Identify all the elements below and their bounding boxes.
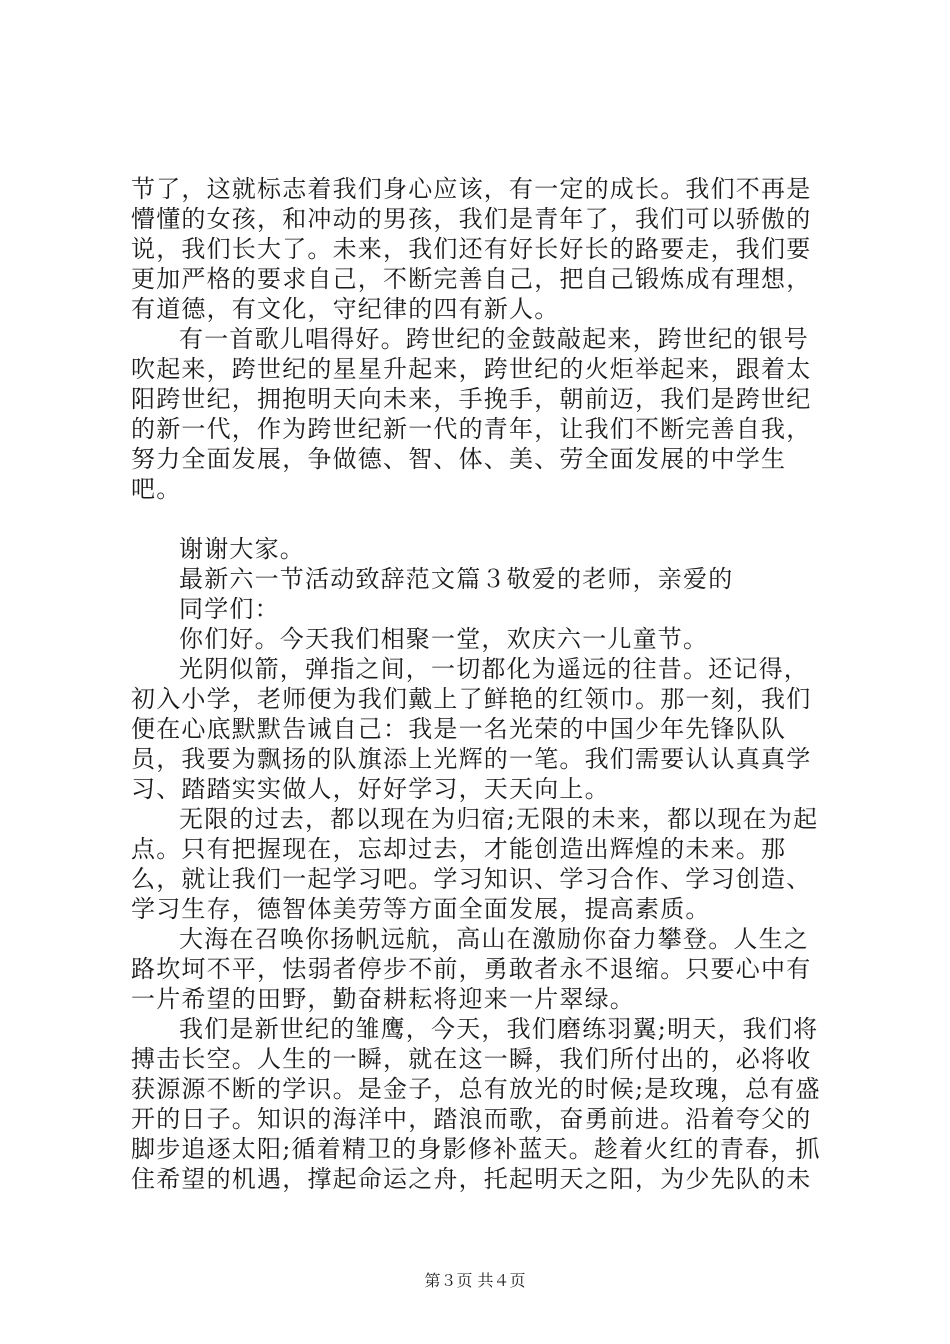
greeting: 你们好。今天我们相聚一堂，欢庆六一儿童节。 bbox=[179, 625, 709, 653]
paragraph-thanks: 谢谢大家。 bbox=[179, 535, 305, 563]
paragraph-1: 节了，这就标志着我们身心应该，有一定的成长。我们不再是懵懂的女孩，和冲动的男孩，我们是青年了，我们可以骄傲的说，我们长大了。未来，我们还有好长好长的路要走，我们要更加严格的要求自己，不断完善自己，把自己锻炼成有理想，有道德，有文化，守纪律的四有新人。 bbox=[131, 175, 812, 323]
section-heading: 最新六一节活动致辞范文篇３敬爱的老师，亲爱的 bbox=[179, 565, 734, 593]
page-number: 第３页 共４页 bbox=[424, 1271, 526, 1290]
paragraph-4: 无限的过去，都以现在为归宿;无限的未来，都以现在为起点。只有把握现在，忘却过去，才能创造出辉煌的未来。那么，就让我们一起学习吧。学习知识、学习合作、学习创造、学习生存，德智体美劳等方面全面发展，提高素质。 bbox=[131, 805, 819, 923]
paragraph-5: 大海在召唤你扬帆远航，高山在激励你奋力攀登。人生之路坎坷不平，怯弱者停步不前，勇敢者永不退缩。只要心中有一片希望的田野，勤奋耕耘将迎来一片翠绿。 bbox=[131, 925, 812, 1013]
paragraph-spacer bbox=[131, 504, 831, 534]
paragraph-6: 我们是新世纪的雏鹰，今天，我们磨练羽翼;明天，我们将搏击长空。人生的一瞬，就在这一瞬，我们所付出的，必将收获源源不断的学识。是金子，总有放光的时候;是玫瑰，总有盛开的日子。知识的海洋中，踏浪而歌，奋勇前进。沿着夸父的脚步追逐太阳;循着精卫的身影修补蓝天。趁着火红的青春，抓住希望的机遇，撑起命运之舟，托起明天之阳，为少先队的未 bbox=[131, 1015, 821, 1193]
paragraph-3: 光阴似箭，弹指之间，一切都化为遥远的往昔。还记得，初入小学，老师便为我们戴上了鲜艳的红领巾。那一刻，我们便在心底默默告诫自己：我是一名光荣的中国少年先锋队队员，我要为飘扬的队旗添上光辉的一笔。我们需要认认真真学习、踏踏实实做人，好好学习，天天向上。 bbox=[131, 655, 812, 803]
document-body bbox=[131, 174, 831, 1194]
salutation: 同学们： bbox=[179, 595, 280, 623]
paragraph-2: 有一首歌儿唱得好。跨世纪的金鼓敲起来，跨世纪的银号吹起来，跨世纪的星星升起来，跨世纪的火炬举起来，跟着太阳跨世纪，拥抱明天向未来，手挽手，朝前迈，我们是跨世纪的新一代，作为跨世纪新一代的青年，让我们不断完善自我，努力全面发展，争做德、智、体、美、劳全面发展的中学生吧。 bbox=[131, 325, 812, 503]
